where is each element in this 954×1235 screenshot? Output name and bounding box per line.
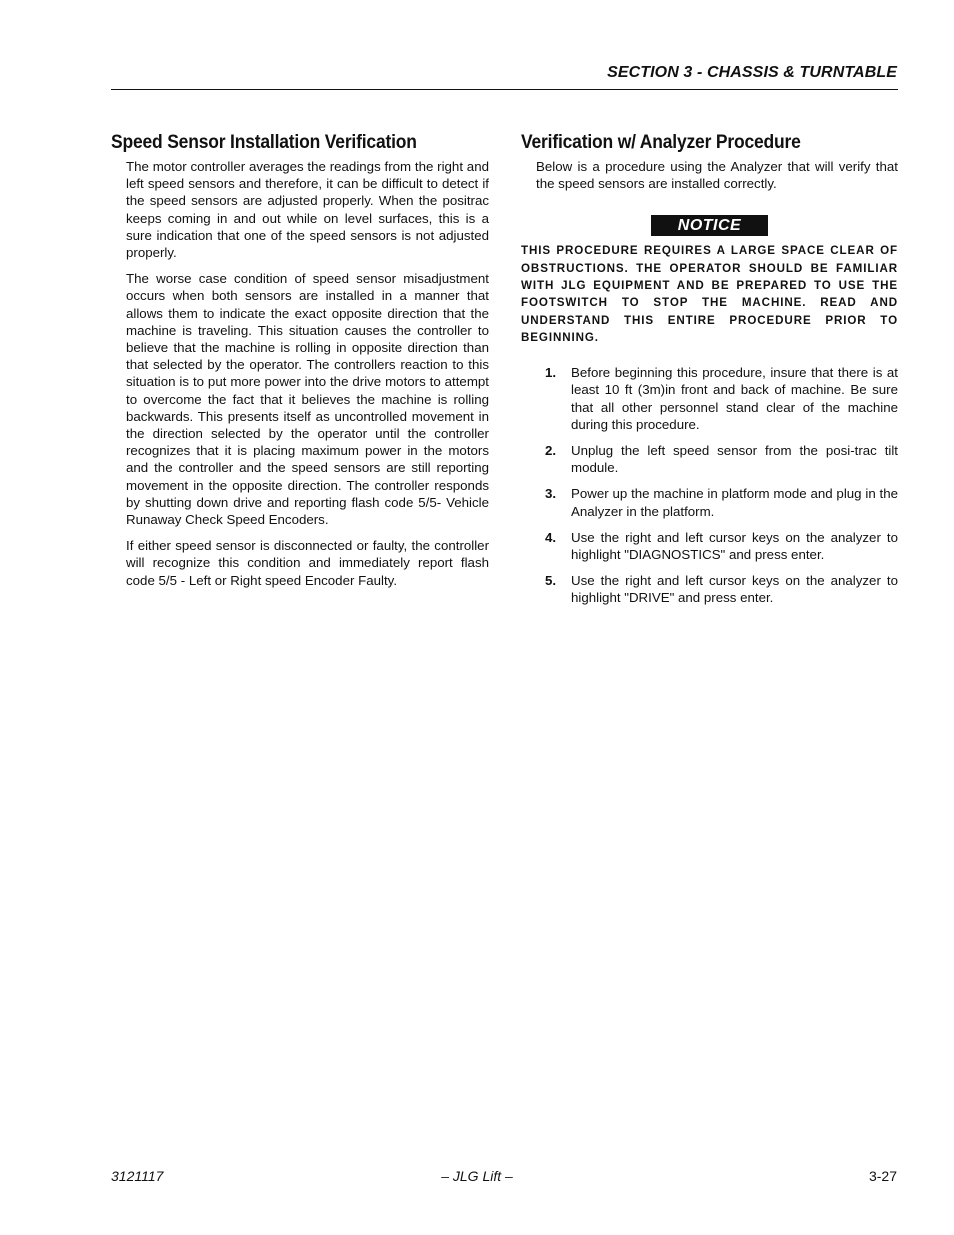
footer-page-number: 3-27 (868, 1168, 897, 1184)
step-text: Before beginning this procedure, insure that there is at least 10 ft (3m)in front and back of machine. Be sure that all other personnel stand clear of the machine during this procedure. (571, 365, 898, 432)
paragraph: If either speed sensor is disconnected or faulty, the controller will recognize this condition and immediately report flash code 5/5 - Left or Right speed Encoder Faulty. (126, 538, 489, 588)
speed-sensor-heading: Speed Sensor Installation Verification (111, 132, 417, 153)
step-number: 4. (545, 529, 557, 545)
step-text: Use the right and left cursor keys on the analyzer to highlight "DRIVE" and press enter. (571, 573, 898, 606)
list-item (521, 529, 898, 563)
procedure-steps (521, 364, 898, 606)
procedure-intro: Below is a procedure using the Analyzer that will verify that the speed sensors are installed correctly. (536, 159, 898, 192)
paragraph: The worse case condition of speed sensor misadjustment occurs when both sensors are installed in a manner that allows them to indicate the exact opposite direction that the machine is traveling. This situation causes the controller to believe that the machine is rolling in opposite direction than that selected by the operator. The controllers reaction to this situation is to put more power into the drive motors to attempt to overcome the fact that it believes the machine is rolling backwards. This presents itself as uncontrolled movement in the direction selected by the operator until the controller recognizes that it is placing maximum power in the motors and the controller and the speed sensors are still reporting movement in the opposite direction. The controller responds by shutting down drive and reporting flash code 5/5- Vehicle Runaway Check Speed Encoders. (126, 271, 489, 528)
header-divider (111, 89, 898, 90)
list-item (521, 442, 898, 476)
step-number: 1. (545, 365, 557, 381)
analyzer-procedure-heading: Verification w/ Analyzer Procedure (521, 132, 801, 153)
step-text: Power up the machine in platform mode and plug in the Analyzer in the platform. (571, 486, 898, 519)
left-column (111, 132, 489, 598)
step-text: Unplug the left speed sensor from the posi-trac tilt module. (571, 443, 898, 476)
step-number: 3. (545, 486, 557, 502)
list-item (521, 364, 898, 433)
list-item (521, 485, 898, 519)
step-number: 5. (545, 573, 557, 589)
step-number: 2. (545, 443, 557, 458)
footer-publisher: – JLG Lift – (441, 1168, 513, 1184)
notice-block (521, 215, 898, 236)
section-title: SECTION 3 - CHASSIS & TURNTABLE (607, 64, 897, 81)
right-column (521, 132, 898, 616)
step-text: Use the right and left cursor keys on the analyzer to highlight "DIAGNOSTICS" and press enter. (571, 529, 898, 563)
footer-doc-number: 3121117 (111, 1168, 164, 1184)
list-item (521, 572, 898, 606)
notice-badge: NOTICE (651, 215, 768, 236)
paragraph: The motor controller averages the readings from the right and left speed sensors and therefore, it can be difficult to detect if the speed sensors are adjusted properly. When the positrac keeps coming in and out while on level surfaces, this is a sure indication that one of the speed sensors is not adjusted properly. (126, 159, 489, 261)
notice-text: THIS PROCEDURE REQUIRES A LARGE SPACE CLEAR OF OBSTRUCTIONS. THE OPERATOR SHOULD BE FAMILIAR WITH JLG EQUIPMENT AND BE PREPARED TO USE THE FOOTSWITCH TO STOP THE MACHINE. READ AND UNDERSTAND THIS ENTIRE PROCEDURE PRIOR TO BEGINNING. (521, 244, 898, 344)
